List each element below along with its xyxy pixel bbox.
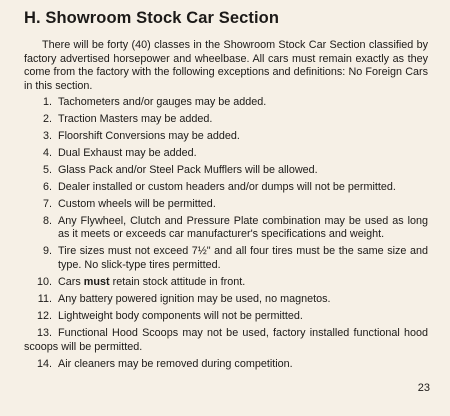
rule-text: Lightweight body components will not be permitted. <box>58 310 303 323</box>
rule-text: Custom wheels will be permitted. <box>58 197 216 210</box>
rule-item <box>24 96 428 110</box>
rule-number: 2. <box>42 112 52 125</box>
rule-item <box>24 164 428 178</box>
rule-text: Functional Hood Scoops may not be used, factory installed functional hood scoops will be permitted. <box>24 327 428 353</box>
rule-text: Floorshift Conversions may be added. <box>58 129 240 142</box>
rule-item <box>24 358 428 372</box>
rule-number: 10. <box>36 276 52 289</box>
rule-item <box>24 215 428 242</box>
rule-item <box>24 198 428 212</box>
rule-text: Any Flywheel, Clutch and Pressure Plate combination may be used as long as it meets or exceeds car manufacturer's specifications and weight. <box>58 214 428 241</box>
rule-text: Air cleaners may be removed during competition. <box>58 357 293 370</box>
rule-number: 11. <box>37 293 52 306</box>
rule-text: Traction Masters may be added. <box>58 112 213 125</box>
rule-item <box>24 276 428 290</box>
rule-number: 8. <box>42 214 52 227</box>
rule-number: 1. <box>42 96 52 108</box>
rule-text: Dealer installed or custom headers and/or dumps will not be permitted. <box>58 180 396 193</box>
rule-item <box>24 327 428 354</box>
rule-number: 5. <box>42 163 52 176</box>
rule-text: Dual Exhaust may be added. <box>58 146 197 159</box>
rule-number: 3. <box>42 129 52 142</box>
rule-item <box>24 147 428 161</box>
rule-number: 9. <box>42 245 52 258</box>
page-number: 23 <box>417 382 430 394</box>
rule-emphasis: must <box>83 276 110 289</box>
rules-list <box>24 96 428 375</box>
rule-number: 14. <box>36 357 52 370</box>
rule-number: 7. <box>42 197 52 210</box>
rule-text: Any battery powered ignition may be used, no magnetos. <box>58 293 331 306</box>
rule-number: 6. <box>42 180 52 193</box>
rule-item <box>24 310 428 324</box>
rule-number: 4. <box>42 146 52 159</box>
section-intro: There will be forty (40) classes in the Showroom Stock Car Section classified by factory advertised horsepower and wheelbase. All cars must remain exactly as they come from the factory with the following exceptions and definitions: No Foreign Cars in this section. <box>24 39 428 92</box>
rule-text: Tire sizes must not exceed 7½" and all four tires must be the same size and type. No slick-type tires permitted. <box>58 245 428 272</box>
section-heading: H. Showroom Stock Car Section <box>24 9 280 27</box>
rule-item <box>24 130 428 144</box>
rule-item <box>24 293 428 307</box>
rule-item <box>24 181 428 195</box>
rule-text-pre: Cars <box>58 276 84 289</box>
rule-text: Glass Pack and/or Steel Pack Mufflers will be allowed. <box>58 163 318 176</box>
rule-number: 12. <box>36 310 52 323</box>
rule-item <box>24 113 428 127</box>
rule-number: 13. <box>36 327 52 339</box>
rule-text: Tachometers and/or gauges may be added. <box>58 96 267 108</box>
rule-text-post: retain stock attitude in front. <box>109 276 246 289</box>
rule-item <box>24 245 428 272</box>
